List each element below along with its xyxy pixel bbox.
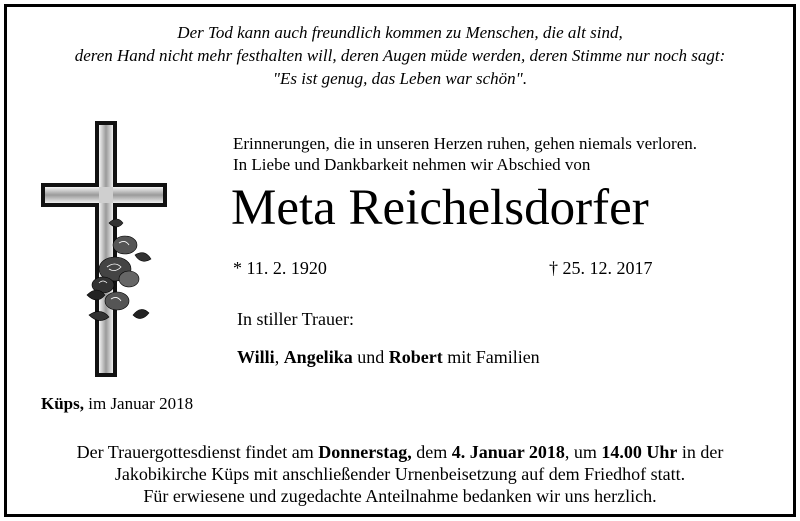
separator: und <box>352 347 389 367</box>
cross-with-rose-icon <box>37 119 169 381</box>
service-line: Jakobikirche Küps mit anschließender Urnenbeisetzung auf dem Friedhof statt. <box>114 464 686 484</box>
place-month: im Januar 2018 <box>84 394 194 413</box>
place-date <box>41 394 193 414</box>
mourning-label: In stiller Trauer: <box>237 309 354 329</box>
service-text: in der <box>677 442 724 462</box>
intro-text <box>233 133 697 175</box>
obituary-frame <box>4 4 796 517</box>
deceased-name: Meta Reichelsdorfer <box>231 180 649 236</box>
service-line <box>7 441 793 463</box>
mourner-name: Angelika <box>283 347 353 367</box>
mourner-name: Robert <box>388 347 443 367</box>
service-text: , um <box>564 442 602 462</box>
birth-date: * 11. 2. 1920 <box>233 258 327 278</box>
intro-line: In Liebe und Dankbarkeit nehmen wir Abschied von <box>233 155 591 174</box>
service-day: Donnerstag, <box>318 442 412 462</box>
service-line: Für erwiesene und zugedachte Anteilnahme bedanken wir uns herzlich. <box>143 486 657 506</box>
service-date: 4. Januar 2018 <box>451 442 565 462</box>
poem-line: Der Tod kann auch freundlich kommen zu Menschen, die alt sind, <box>177 23 623 42</box>
poem <box>7 21 793 90</box>
separator: , <box>274 347 284 367</box>
mourner-name: Willi <box>237 347 275 367</box>
intro-line: Erinnerungen, die in unseren Herzen ruhen, gehen niemals verloren. <box>233 134 698 153</box>
service-text: Der Trauergottesdienst findet am <box>76 442 319 462</box>
service-text: dem <box>411 442 452 462</box>
place-town: Küps, <box>41 394 84 413</box>
poem-line: "Es ist genug, das Leben war schön". <box>272 69 528 88</box>
mourners-suffix: mit Familien <box>442 347 540 367</box>
poem-line: deren Hand nicht mehr festhalten will, deren Augen müde werden, deren Stimme nur noch sagt: <box>74 46 726 65</box>
service-info <box>7 441 793 507</box>
death-date: † 25. 12. 2017 <box>549 258 653 278</box>
mourners-line <box>237 347 540 368</box>
service-time: 14.00 Uhr <box>601 442 678 462</box>
